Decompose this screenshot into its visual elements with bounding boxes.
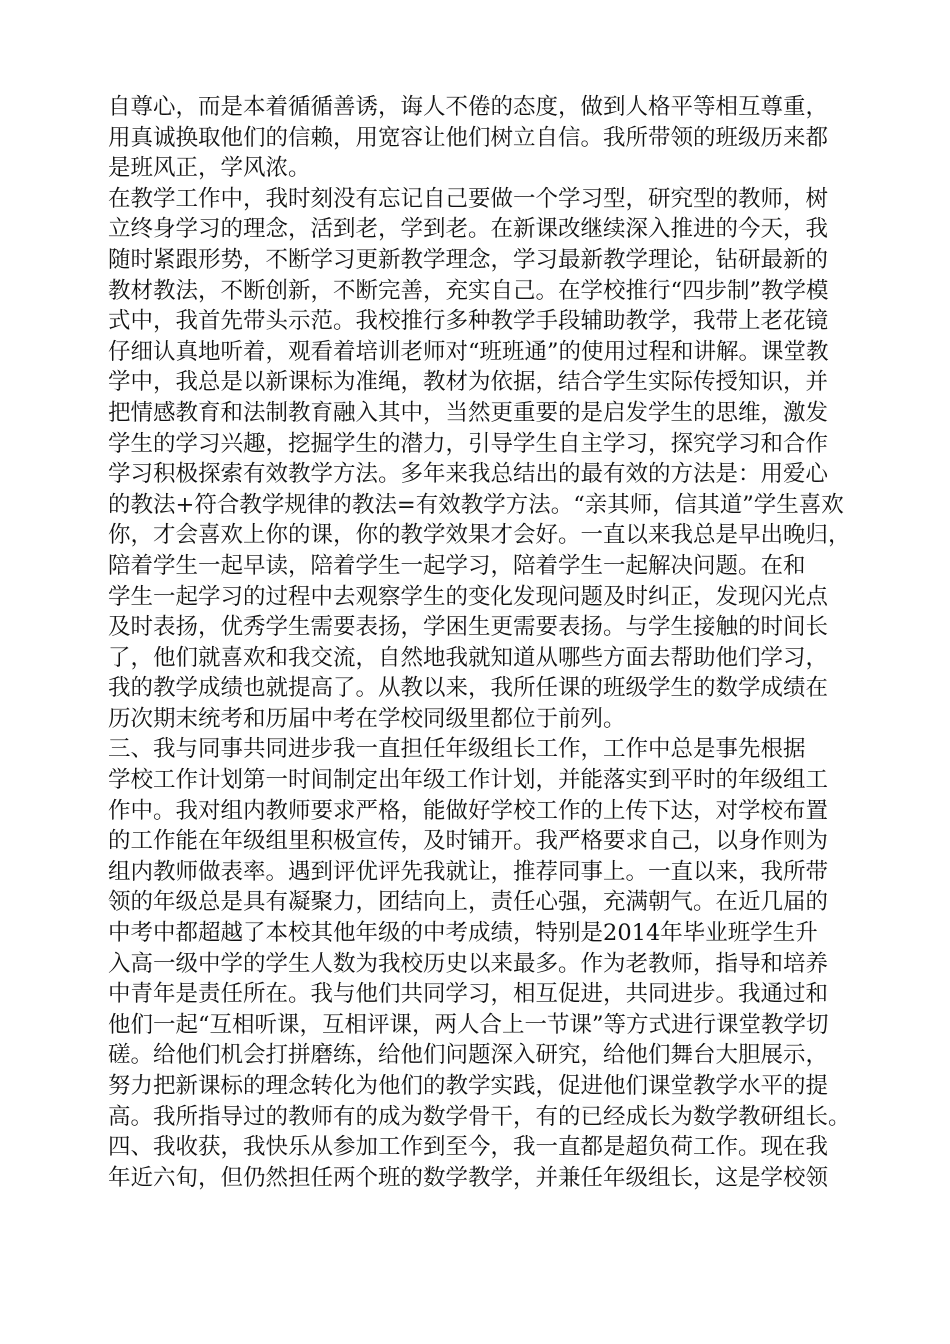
text-line: 领的年级总是具有凝聚力，团结向上，责任心强，充满朝气。在近几届的 (108, 889, 829, 916)
text-line: 及时表扬，优秀学生需要表扬，学困生更需要表扬。与学生接触的时间长 (108, 614, 829, 641)
text-line: 学校工作计划第一时间制定出年级工作计划，并能落实到平时的年级组工 (108, 767, 829, 794)
text-line: 在教学工作中，我时刻没有忘记自己要做一个学习型，研究型的教师，树 (108, 185, 829, 212)
text-line: 自尊心，而是本着循循善诱，诲人不倦的态度，做到人格平等相互尊重， (108, 94, 829, 120)
text-line: 高。我所指导过的教师有的成为数学骨干，有的已经成长为数学教研组长。 (108, 1103, 851, 1130)
text-line: 他们一起“互相听课，互相评课，两人合上一节课”等方式进行课堂教学切 (108, 1011, 829, 1038)
text-line: 学生的学习兴趣，挖掘学生的潜力，引导学生自主学习，探究学习和合作 (108, 430, 829, 457)
text-line: 学中，我总是以新课标为准绳，教材为依据，结合学生实际传授知识，并 (108, 369, 829, 396)
text-line: 式中，我首先带头示范。我校推行多种教学手段辅助教学，我带上老花镜 (108, 308, 829, 335)
text-line: 立终身学习的理念，活到老，学到老。在新课改继续深入推进的今天，我 (108, 216, 829, 243)
body-text (108, 92, 868, 1193)
text-line: 仔细认真地听着，观看着培训老师对“班班通”的使用过程和讲解。课堂教 (108, 338, 829, 365)
text-line: 中青年是责任所在。我与他们共同学习，相互促进，共同进步。我通过和 (108, 981, 829, 1008)
text-line: 的工作能在年级组里积极宣传，及时铺开。我严格要求自己，以身作则为 (108, 828, 829, 855)
text-line: 陪着学生一起早读，陪着学生一起学习，陪着学生一起解决问题。在和 (108, 552, 806, 579)
text-line: 磋。给他们机会打拼磨练，给他们问题深入研究，给他们舞台大胆展示， (108, 1042, 829, 1069)
text-line: 入高一级中学的学生人数为我校历史以来最多。作为老教师，指导和培养 (108, 950, 829, 977)
text-line: 用真诚换取他们的信赖，用宽容让他们树立自信。我所带领的班级历来都 (108, 124, 829, 151)
text-line: 中考中都超越了本校其他年级的中考成绩，特别是2014年毕业班学生升 (108, 920, 818, 947)
text-line: 随时紧跟形势，不断学习更新教学理念，学习最新教学理论，钻研最新的 (108, 246, 829, 273)
text-line: 把情感教育和法制教育融入其中，当然更重要的是启发学生的思维，激发 (108, 399, 829, 426)
text-line: 组内教师做表率。遇到评优评先我就让，推荐同事上。一直以来，我所带 (108, 858, 829, 885)
text-line: 年近六旬，但仍然担任两个班的数学教学，并兼任年级组长，这是学校领 (108, 1164, 829, 1191)
text-line: 学生一起学习的过程中去观察学生的变化发现问题及时纠正，发现闪光点 (108, 583, 829, 610)
text-line: 的教法+符合教学规律的教法=有效教学方法。“亲其师，信其道”学生喜欢 (108, 491, 844, 518)
text-line: 学习积极探索有效教学方法。多年来我总结出的最有效的方法是：用爱心 (108, 461, 829, 488)
text-line: 四、我收获，我快乐从参加工作到至今，我一直都是超负荷工作。现在我 (108, 1134, 829, 1161)
text-line: 你，才会喜欢上你的课，你的教学效果才会好。一直以来我总是早出晚归， (108, 522, 851, 549)
text-line: 是班风正，学风浓。 (108, 155, 311, 182)
text-line: 我的教学成绩也就提高了。从教以来，我所任课的班级学生的数学成绩在 (108, 675, 829, 702)
text-line: 作中。我对组内教师要求严格，能做好学校工作的上传下达，对学校布置 (108, 797, 829, 824)
text-line: 教材教法，不断创新，不断完善，充实自己。在学校推行“四步制”教学模 (108, 277, 829, 304)
text-line: 三、我与同事共同进步我一直担任年级组长工作，工作中总是事先根据 (108, 736, 806, 763)
text-line: 努力把新课标的理念转化为他们的教学实践，促进他们课堂教学水平的提 (108, 1073, 829, 1099)
text-line: 历次期末统考和历届中考在学校同级里都位于前列。 (108, 705, 626, 732)
text-line: 了，他们就喜欢和我交流，自然地我就知道从哪些方面去帮助他们学习， (108, 644, 829, 671)
